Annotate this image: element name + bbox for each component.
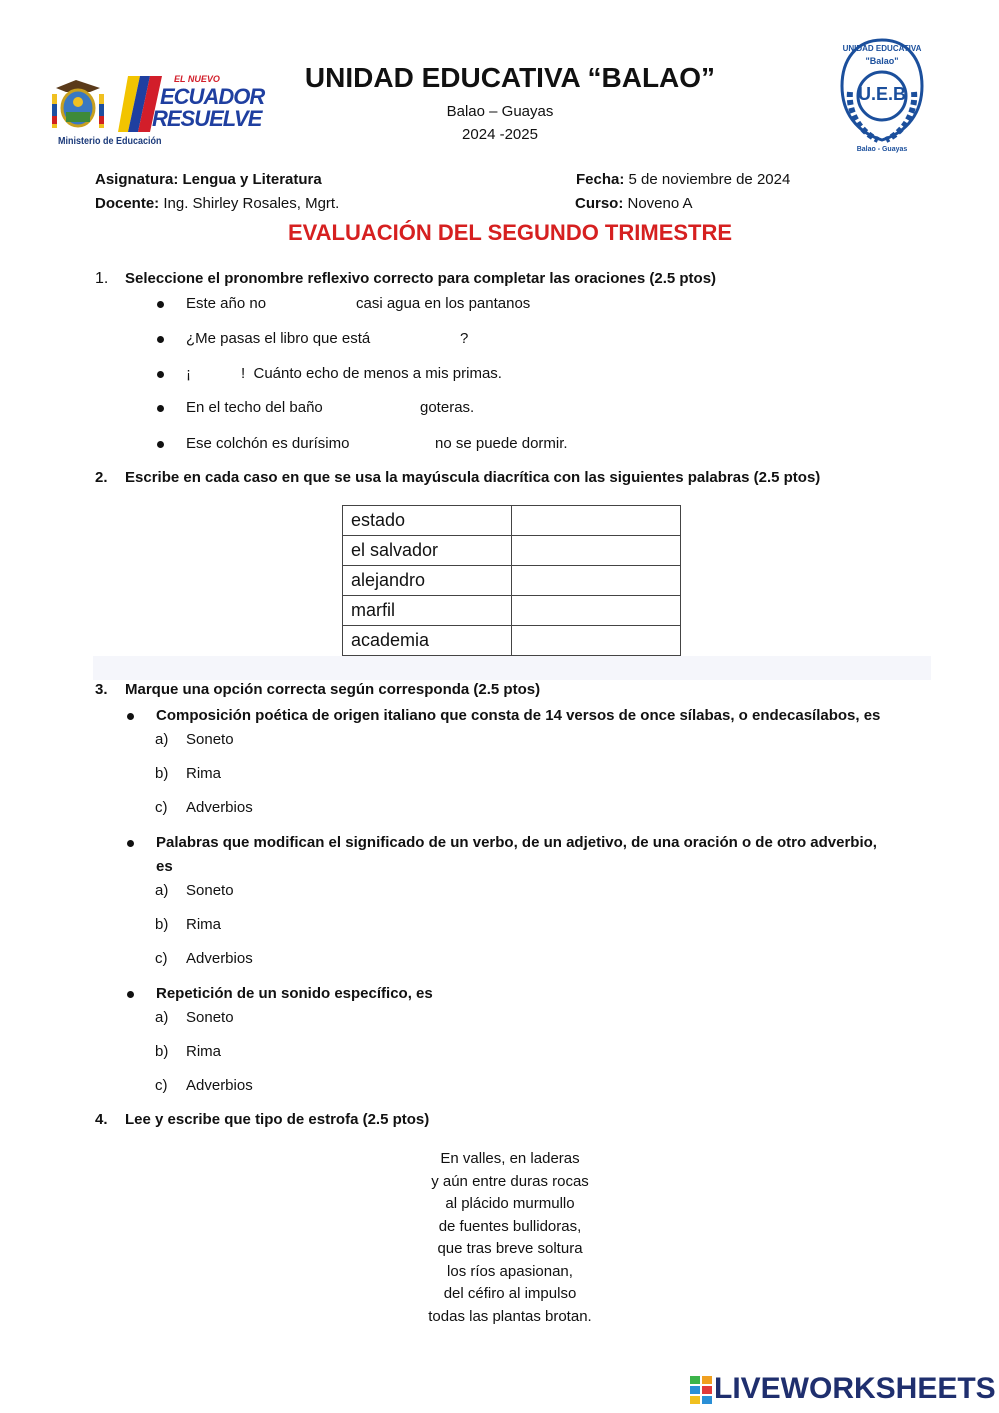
date-label: Fecha: [576,171,625,188]
q1-bullet [157,441,164,448]
option-letter: b) [155,765,169,782]
date [576,171,790,188]
table-cell-word: marfil [343,596,512,626]
q3-1-option-c[interactable]: Adverbios [186,799,253,816]
q3-text: Marque una opción correcta según corresponda (2.5 ptos) [125,681,541,698]
q1-item-4-a: En el techo del baño [186,399,323,416]
option-letter: c) [155,950,168,967]
poem [380,1148,640,1328]
q3-1-option-a[interactable]: Soneto [186,731,234,748]
option-letter: a) [155,1009,169,1026]
location: Balao – Guayas [446,103,554,120]
answer-cell[interactable] [512,626,681,656]
q2-table [342,505,681,656]
course [575,195,693,212]
poem-line: y aún entre duras rocas [431,1172,589,1190]
q4-text: Lee y escribe que tipo de estrofa (2.5 ptos) [125,1111,430,1128]
table-cell-word: academia [343,626,512,656]
q1-item-1-b: casi agua en los pantanos [356,295,531,312]
school-year: 2024 -2025 [462,126,538,143]
ecuador-resuelve-logo [118,74,265,134]
date-value: 5 de noviembre de 2024 [624,171,791,188]
answer-cell[interactable] [512,566,681,596]
q2-text: Escribe en cada caso en que se usa la mayúscula diacrítica con las siguientes palabras (2.5 ptos) [125,469,821,486]
q3-2-option-c[interactable]: Adverbios [186,950,253,967]
q3-2-option-b[interactable]: Rima [186,916,222,933]
option-letter: b) [155,1043,169,1060]
q3-bullet [127,991,134,998]
option-letter: b) [155,916,169,933]
school-logo [834,36,930,160]
exam-title: EVALUACIÓN DEL SEGUNDO TRIMESTRE [287,220,733,245]
q1-text: Seleccione el pronombre reflexivo correcto para completar las oraciones (2.5 ptos) [125,270,717,287]
q3-number: 3. [95,681,108,698]
shaded-band [93,656,931,680]
q3-question-3: Repetición de un sonido específico, es [156,985,433,1002]
q1-bullet [157,371,164,378]
q1-number: 1. [95,270,109,287]
school-logo-name: "Balao" [865,56,899,66]
q3-bullet [127,713,134,720]
option-letter: c) [155,799,168,816]
answer-cell[interactable] [512,506,681,536]
q1-item-5-a: Ese colchón es durísimo [186,435,350,452]
q1-item-5-b: no se puede dormir. [435,435,568,452]
q1-item-3-a: ¡ [186,365,191,382]
liveworksheets-brand: LIVEWORKSHEETS [714,1372,996,1405]
q1-item-1-a: Este año no [186,295,267,312]
slogan-small: EL NUEVO [174,74,220,84]
q3-question-1: Composición poética de origen italiano que consta de 14 versos de once sílabas, o endecasílabos, es [156,707,881,724]
course-label: Curso: [575,195,624,212]
q4-number: 4. [95,1111,108,1128]
teacher [95,195,339,212]
school-logo-initials: U.E.B [857,84,906,104]
option-letter: c) [155,1077,168,1094]
q2-number: 2. [95,469,108,486]
q3-question-2-line1: Palabras que modifican el significado de un verbo, de un adjetivo, de una oración o de otro adverbio, [156,834,877,851]
ministry-label: Ministerio de Educación [58,136,162,147]
table-row [343,566,681,596]
subject [95,171,322,188]
teacher-value: Ing. Shirley Rosales, Mgrt. [159,195,340,212]
liveworksheets-logo [690,1372,996,1406]
q1-bullet [157,301,164,308]
subject-label: Asignatura: Lengua y Literatura [95,171,322,188]
coat-of-arms-icon [46,70,110,134]
table-row [343,596,681,626]
poem-line: que tras breve soltura [437,1240,583,1257]
q1-item-2-a: ¿Me pasas el libro que está [186,330,371,347]
slogan-ecuador: ECUADOR [160,84,265,109]
q1-bullet [157,405,164,412]
course-value: Noveno A [623,195,693,212]
poem-line: todas las plantas brotan. [428,1307,592,1325]
table-row [343,506,681,536]
q3-3-option-b[interactable]: Rima [186,1043,222,1060]
poem-line: los ríos apasionan, [447,1262,573,1280]
q3-2-option-a[interactable]: Soneto [186,882,234,899]
q1-item-3-b: ! Cuánto echo de menos a mis primas. [241,365,502,382]
liveworksheets-icon [690,1376,712,1404]
q1-item-4-b: goteras. [420,399,475,416]
teacher-label: Docente: [95,195,160,212]
q1-item-2-b: ? [460,330,469,347]
school-logo-bottom: Balao - Guayas [856,146,908,153]
q1-bullet [157,336,164,343]
school-title: UNIDAD EDUCATIVA “BALAO” [304,62,716,93]
table-row [343,626,681,656]
table-cell-word: el salvador [343,536,512,566]
table-row [343,536,681,566]
answer-cell[interactable] [512,536,681,566]
q3-3-option-a[interactable]: Soneto [186,1009,234,1026]
poem-line: En valles, en laderas [440,1150,580,1167]
table-cell-word: estado [343,506,512,536]
answer-cell[interactable] [512,596,681,626]
q3-bullet [127,840,134,847]
slogan-resuelve: RESUELVE [152,106,262,131]
option-letter: a) [155,731,169,748]
q3-question-2-line2: es [156,858,173,875]
poem-line: al plácido murmullo [445,1195,575,1212]
school-logo-top: UNIDAD EDUCATIVA [842,44,922,53]
q3-1-option-b[interactable]: Rima [186,765,222,782]
poem-line: de fuentes bullidoras, [438,1217,582,1235]
poem-line: del céfiro al impulso [443,1285,577,1302]
q3-3-option-c[interactable]: Adverbios [186,1077,253,1094]
option-letter: a) [155,882,169,899]
table-cell-word: alejandro [343,566,512,596]
